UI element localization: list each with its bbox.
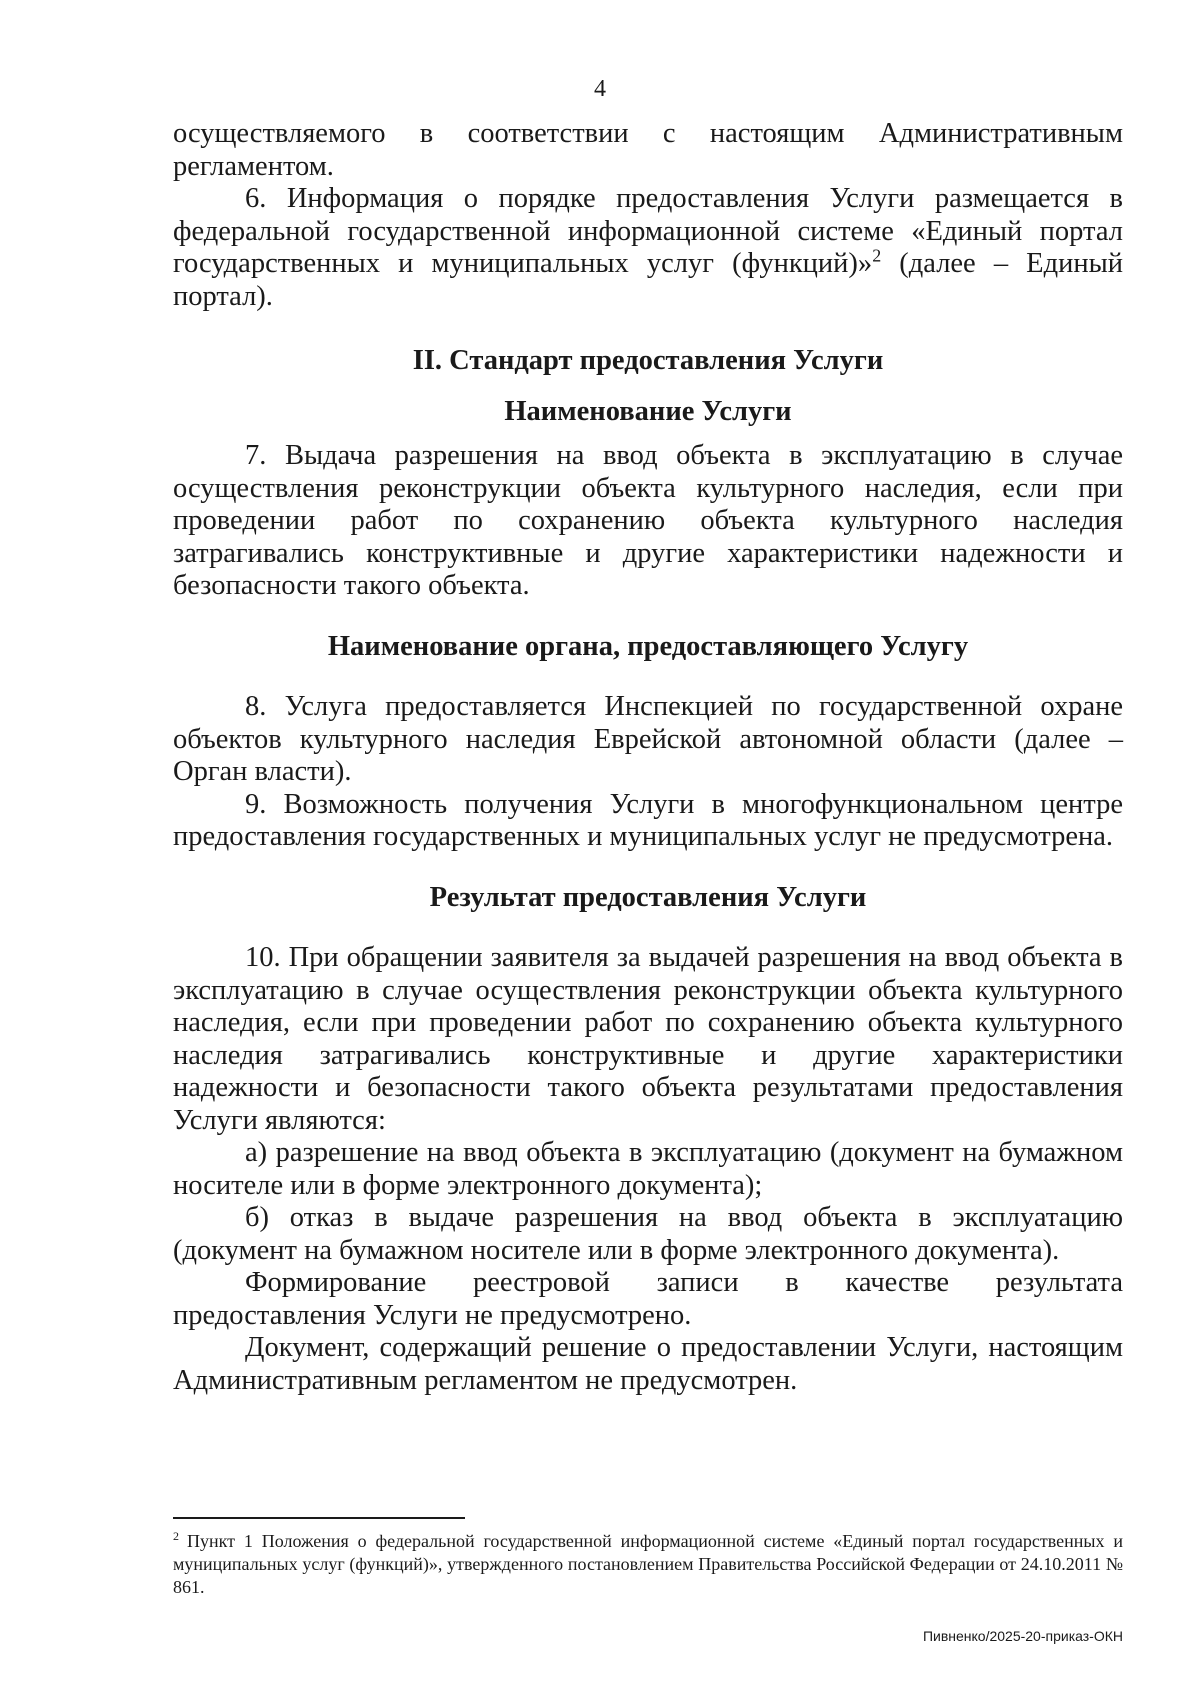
section-heading: II. Стандарт предоставления Услуги: [412, 345, 884, 376]
paragraph-6: [173, 183, 1123, 313]
subheading-result: Результат предоставления Услуги: [429, 881, 867, 913]
subheading-service-name: Наименование Услуги: [504, 395, 792, 427]
paragraph-continuation: осуществляемого в соответствии с настоящим Административным регламентом.: [173, 118, 1123, 182]
document-code: Пивненко/2025-20-приказ-ОКН: [922, 1628, 1123, 1644]
paragraph-10-a: а) разрешение на ввод объекта в эксплуатацию (документ на бумажном носителе или в форме электронного документа);: [173, 1137, 1123, 1201]
paragraph-10-b: б) отказ в выдаче разрешения на ввод объекта в эксплуатацию (документ на бумажном носителе или в форме электронного документа).: [173, 1202, 1123, 1266]
paragraph-9: 9. Возможность получения Услуги в многофункциональном центре предоставления государственных и муниципальных услуг не предусмотрена.: [173, 788, 1123, 852]
footnote-text: Пункт 1 Положения о федеральной государственной информационной системе «Единый портал государственных и муниципальных услуг (функций)», утвержденного постановлением Правительства Российской Федерации от 24.10.2011 № 861.: [173, 1531, 1123, 1597]
paragraph-10: 10. При обращении заявителя за выдачей разрешения на ввод объекта в эксплуатацию в случае осуществления реконструкции объекта культурного наследия, если при проведении работ по сохранению объекта культурного наследия затрагивались конструктивные и другие характеристики надежности и безопасности такого объекта результатами предоставления Услуги являются:: [173, 942, 1123, 1136]
paragraph-registry: Формирование реестровой записи в качестве результата предоставления Услуги не предусмотрено.: [173, 1267, 1123, 1331]
page-number: 4: [594, 76, 606, 102]
footnote-divider: [173, 1517, 465, 1519]
paragraph-document: Документ, содержащий решение о предоставлении Услуги, настоящим Административным регламентом не предусмотрен.: [173, 1332, 1123, 1396]
footnote-mark: 2: [173, 1529, 179, 1543]
paragraph-6-tail: (далее – Единый портал).: [173, 248, 1123, 312]
paragraph-8: 8. Услуга предоставляется Инспекцией по государственной охране объектов культурного наследия Еврейской автономной области (далее – Орган власти).: [173, 691, 1123, 787]
footnote-reference: 2: [872, 245, 882, 266]
subheading-authority: Наименование органа, предоставляющего Услугу: [327, 630, 969, 662]
paragraph-7: 7. Выдача разрешения на ввод объекта в эксплуатацию в случае осуществления реконструкции объекта культурного наследия, если при проведении работ по сохранению объекта культурного наследия затрагивались конструктивные и другие характеристики надежности и безопасности такого объекта.: [173, 440, 1123, 601]
paragraph-6-text: 6. Информация о порядке предоставления Услуги размещается в федеральной государственной информационной системе «Единый портал государственных и муниципальных услуг (функций)»: [173, 183, 1123, 279]
document-body: [173, 118, 1123, 1397]
footnote: [173, 1530, 1123, 1599]
